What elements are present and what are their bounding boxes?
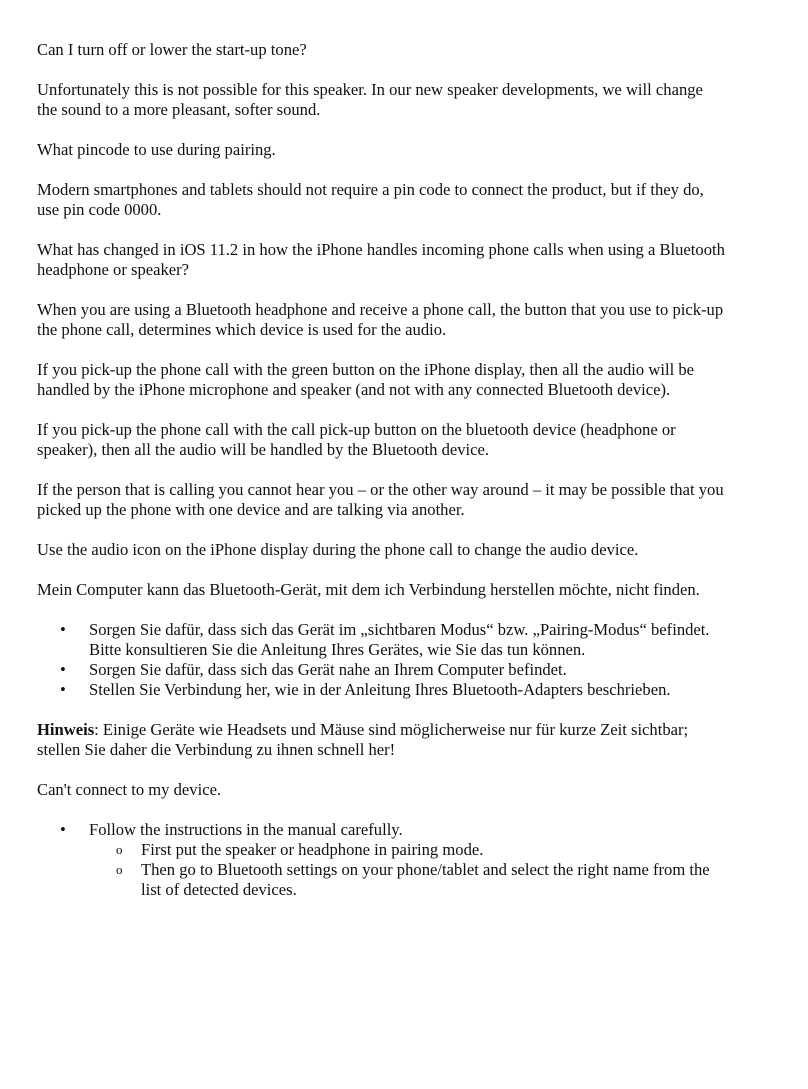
hinweis-text: : Einige Geräte wie Headsets und Mäuse sind möglicherweise nur für kurze Zeit sichtbar; stellen Sie daher die Verbindung zu ihnen schnell her! xyxy=(37,720,689,759)
answer-startup-tone: Unfortunately this is not possible for this speaker. In our new speaker developments, we will change the sound to a more pleasant, softer sound. xyxy=(37,80,703,119)
faq-document xyxy=(37,40,727,920)
question-pincode: What pincode to use during pairing. xyxy=(37,140,276,159)
answer-pincode: Modern smartphones and tablets should not require a pin code to connect the product, but if they do, use pin code 0000. xyxy=(37,180,704,219)
hinweis-label: Hinweis xyxy=(37,720,95,739)
list-item-text: Follow the instructions in the manual carefully. xyxy=(89,820,403,839)
answer-ios-paragraph: Use the audio icon on the iPhone display during the phone call to change the audio device. xyxy=(37,540,639,559)
answer-ios-paragraph: If the person that is calling you cannot hear you – or the other way around – it may be possible that you picked up the phone with one device and are talking via another. xyxy=(37,480,724,519)
connect-sub-list xyxy=(89,840,727,900)
answer-ios-paragraph: When you are using a Bluetooth headphone and receive a phone call, the button that you use to pick-up the phone call, determines which device is used for the audio. xyxy=(37,300,724,339)
answer-ios-paragraph: If you pick-up the phone call with the call pick-up button on the bluetooth device (headphone or speaker), then all the audio will be handled by the Bluetooth device. xyxy=(37,420,676,459)
connect-bullet-list xyxy=(37,820,727,900)
question-connect: Can't connect to my device. xyxy=(37,780,222,799)
question-german: Mein Computer kann das Bluetooth-Gerät, mit dem ich Verbindung herstellen möchte, nicht finden. xyxy=(37,580,700,599)
sub-list-item: o Then go to Bluetooth settings on your phone/tablet and select the right name from the list of detected devices. xyxy=(89,860,727,900)
list-item: • Sorgen Sie dafür, dass sich das Gerät im „sichtbaren Modus“ bzw. „Pairing-Modus“ befindet. Bitte konsultieren Sie die Anleitung Ihres Gerätes, wie Sie das tun können. xyxy=(37,620,727,660)
german-bullet-list xyxy=(37,620,727,700)
sub-list-item: o First put the speaker or headphone in pairing mode. xyxy=(89,840,727,860)
list-item: • Stellen Sie Verbindung her, wie in der Anleitung Ihres Bluetooth-Adapters beschrieben. xyxy=(37,680,727,700)
list-item xyxy=(37,820,727,900)
hinweis-note xyxy=(37,720,727,760)
question-startup-tone: Can I turn off or lower the start-up tone? xyxy=(37,40,307,59)
answer-ios-paragraph: If you pick-up the phone call with the green button on the iPhone display, then all the audio will be handled by the iPhone microphone and speaker (and not with any connected Bluetooth device). xyxy=(37,360,694,399)
list-item: • Sorgen Sie dafür, dass sich das Gerät nahe an Ihrem Computer befindet. xyxy=(37,660,727,680)
question-ios: What has changed in iOS 11.2 in how the iPhone handles incoming phone calls when using a Bluetooth headphone or speaker? xyxy=(37,240,725,279)
